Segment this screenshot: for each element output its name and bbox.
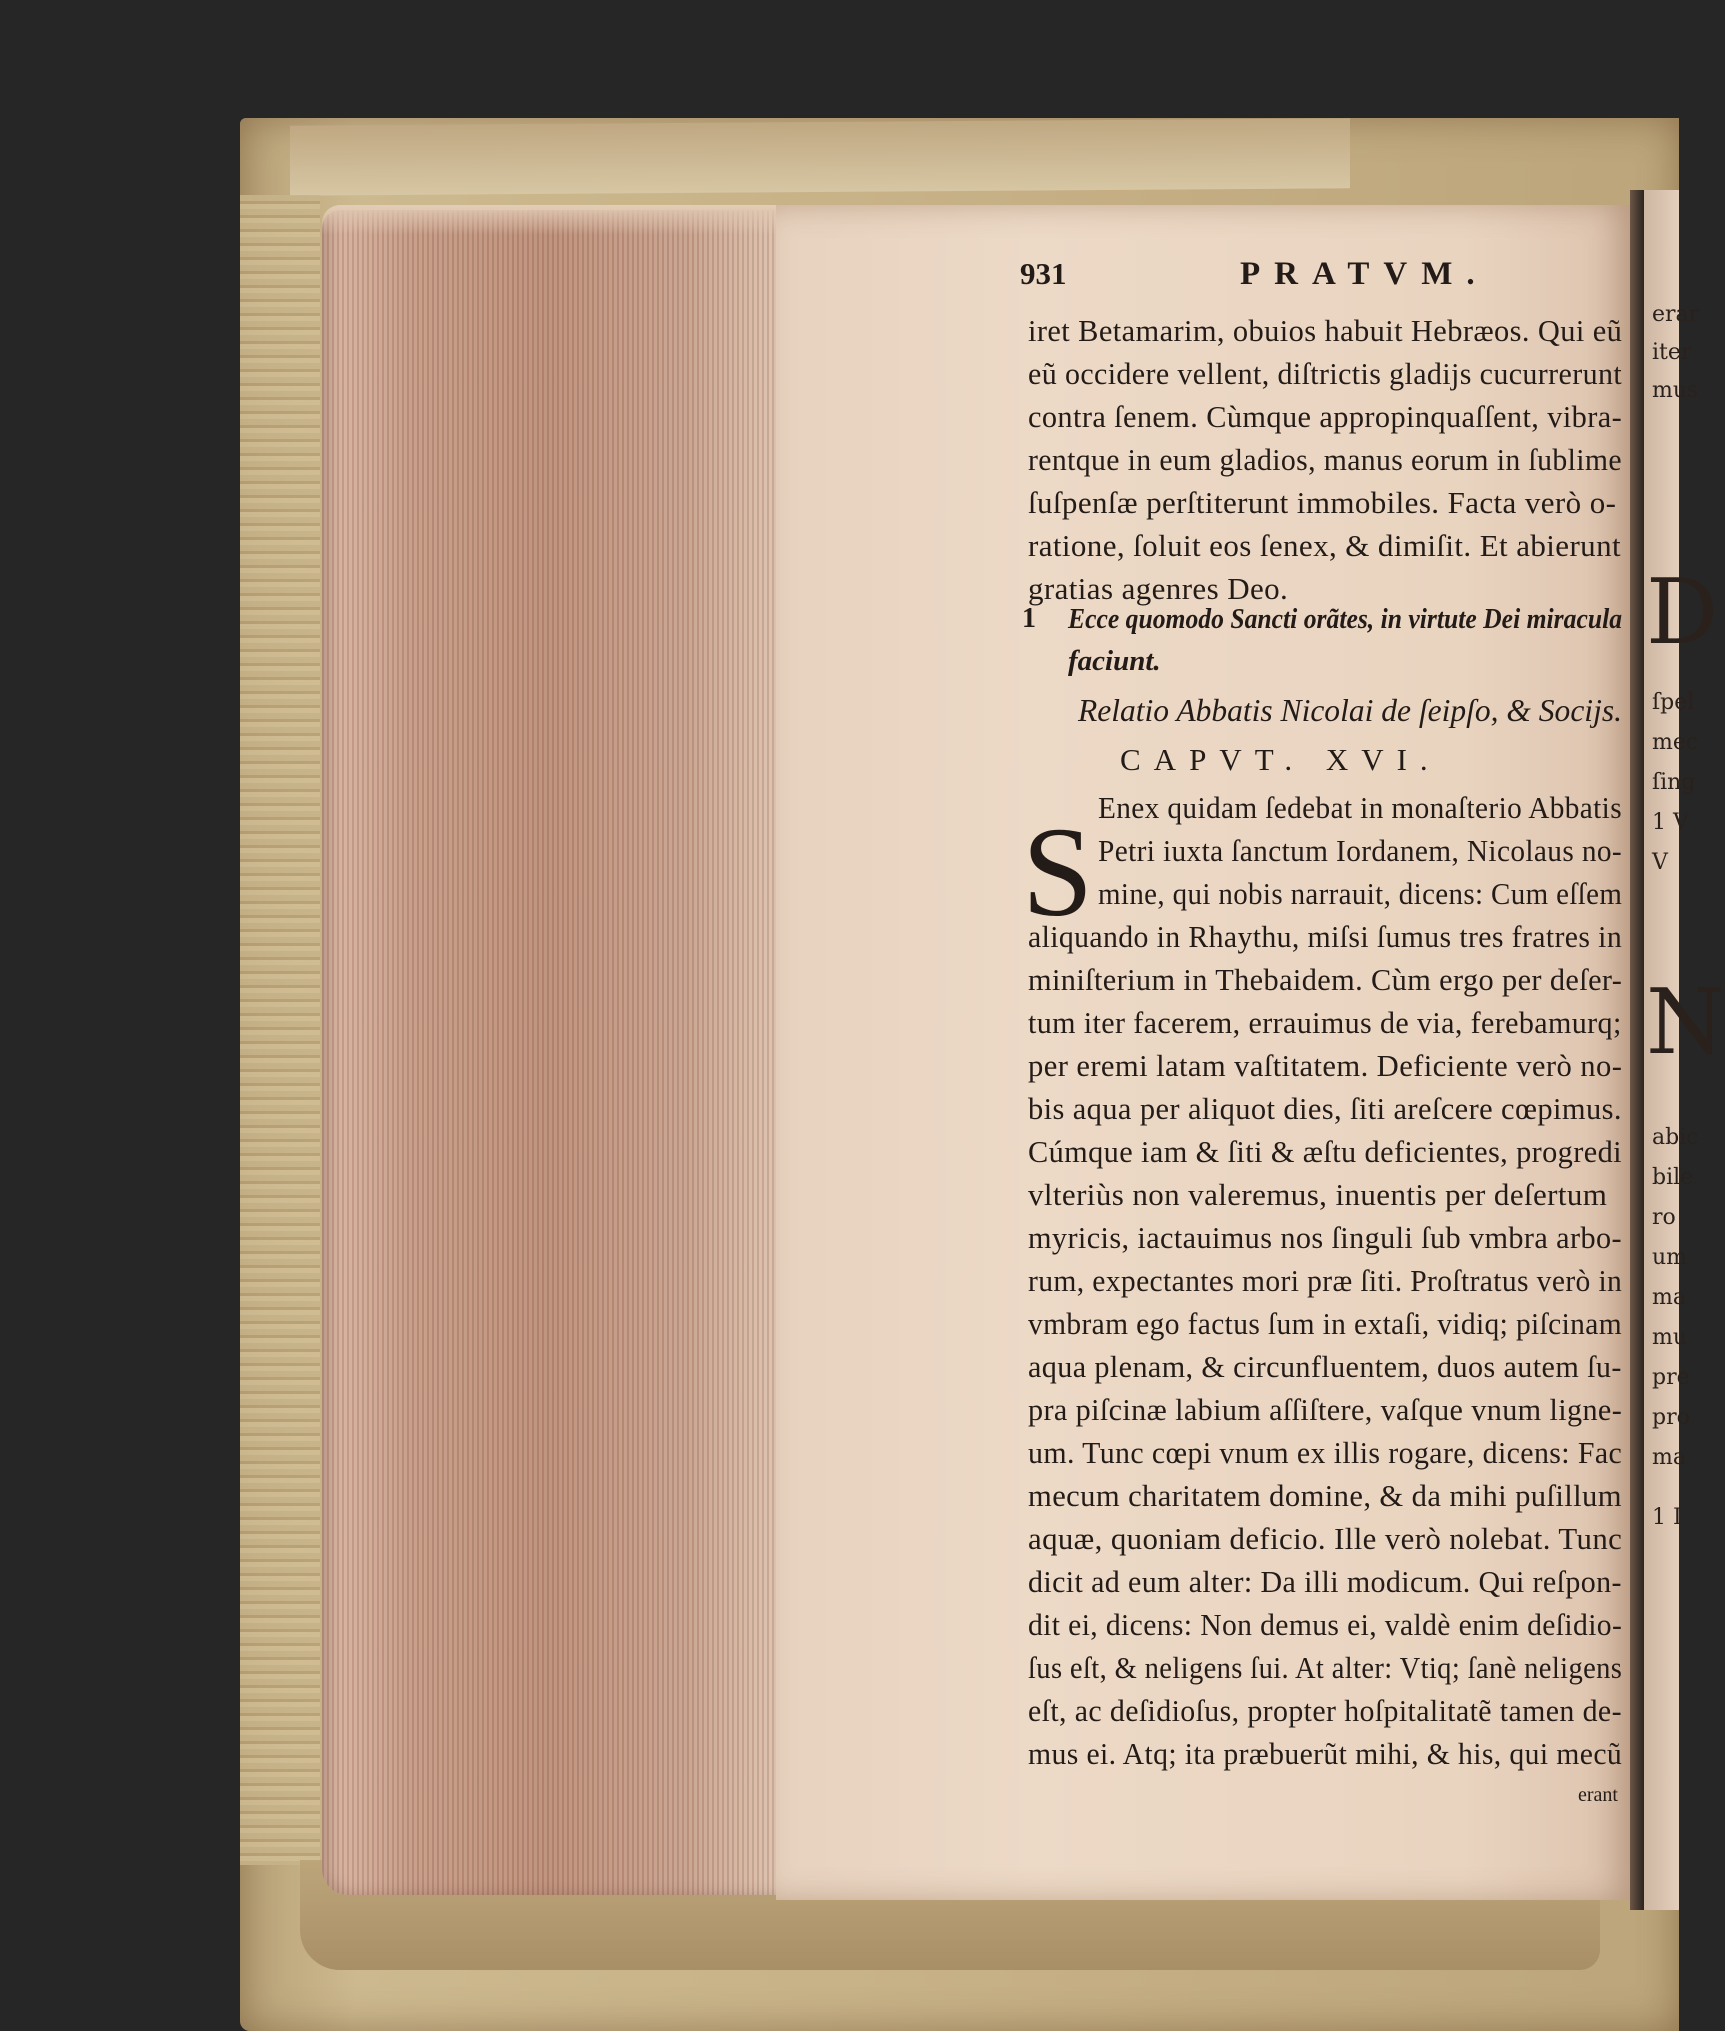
facing-line: erar (1652, 302, 1700, 327)
page-block-fore-edge (322, 210, 777, 1895)
text-line: dit ei, dicens: Non demus ei, valdè enim deſidio- (1028, 1607, 1623, 1642)
text-line: mus ei. Atq; ita præbuerũt mihi, & his, qui mecũ (1028, 1736, 1623, 1771)
facing-line: ma (1652, 1445, 1686, 1470)
text-line: per eremi latam vaſtitatem. Deficiente verò no- (1028, 1048, 1623, 1083)
facing-line: ma (1652, 1285, 1686, 1310)
text-line: ſus eſt, & neligens ſui. At alter: Vtiq; ſanè neligens (1028, 1650, 1623, 1685)
text-line: um. Tunc cœpi vnum ex illis rogare, dicens: Fac (1028, 1435, 1623, 1470)
facing-line: bile (1652, 1165, 1694, 1190)
facing-drop-cap: D (1646, 560, 1719, 665)
text-line: Cúmque iam & ſiti & æſtu deficientes, progredi (1028, 1134, 1622, 1169)
text-line: rum, expectantes mori præ ſiti. Proſtratus verò in (1028, 1263, 1623, 1298)
text-line: dicit ad eum alter: Da illi modicum. Qui reſpon- (1028, 1564, 1622, 1599)
marginal-note-number: 1 (1022, 603, 1036, 634)
text-line: aliquando in Rhaythu, miſsi ſumus tres fratres in (1028, 919, 1623, 954)
page-header (1020, 256, 1620, 296)
text-line: ratione, ſoluit eos ſenex, & dimiſit. Et abierunt (1028, 528, 1621, 563)
chapter-caption: Relatio Abbatis Nicolai de ſeipſo, & Socijs. (1078, 692, 1622, 728)
facing-line: mu (1652, 1325, 1688, 1350)
facing-line: mec (1652, 730, 1699, 755)
facing-line: iter (1652, 340, 1692, 365)
text-line: aqua plenam, & circunfluentem, duos autem ſu- (1028, 1349, 1622, 1384)
text-line: iret Betamarim, obuios habuit Hebræos. Qui eũ (1028, 313, 1623, 348)
chapter-heading: CAPVT. XVI. (1120, 742, 1441, 777)
note-line: faciunt. (1068, 645, 1161, 677)
facing-line: V (1652, 850, 1668, 875)
facing-line: pro (1652, 1405, 1690, 1430)
text-line: miniſterium in Thebaidem. Cùm ergo per deſer- (1028, 962, 1623, 997)
text-line: Enex quidam ſedebat in monaſterio Abbatis (1098, 790, 1622, 825)
note-line: Ecce quomodo Sancti orãtes, in virtute Dei miracula (1068, 603, 1623, 635)
text-line: gratias agenres Deo. (1028, 571, 1289, 606)
catchword: erant (1578, 1784, 1618, 1806)
text-line: mine, qui nobis narrauit, dicens: Cum eſſem (1098, 876, 1623, 911)
text-line: ſuſpenſæ perſtiterunt immobiles. Facta verò o- (1028, 485, 1617, 520)
text-line: aquæ, quoniam deficio. Ille verò nolebat. Tunc (1028, 1521, 1623, 1556)
text-line: vlteriùs non valeremus, inuentis per deſertum (1028, 1177, 1608, 1212)
facing-line: 1 I (1652, 1505, 1682, 1530)
facing-line: ſpel (1652, 690, 1695, 715)
cover-top-edge (290, 118, 1350, 195)
facing-line: abic (1652, 1125, 1699, 1150)
cover-left-edge (240, 195, 320, 1865)
running-title: PRATVM. (1240, 256, 1489, 292)
folio-number: 931 (1020, 256, 1067, 291)
facing-line: mus (1652, 378, 1699, 403)
drop-cap-initial: S (1022, 801, 1094, 943)
facing-line: 1 V (1652, 810, 1689, 835)
text-line: Petri iuxta ſanctum Iordanem, Nicolaus no- (1098, 833, 1623, 868)
text-line: mecum charitatem domine, & da mihi puſillum (1028, 1478, 1622, 1513)
text-line: bis aqua per aliquot dies, ſiti areſcere cœpimus. (1028, 1091, 1622, 1126)
facing-page-sliver (1644, 190, 1725, 1910)
text-line: eũ occidere vellent, diſtrictis gladijs cucurrerunt (1028, 356, 1623, 391)
facing-line: ſing (1652, 770, 1696, 795)
facing-line: pre (1652, 1365, 1690, 1390)
text-line: contra ſenem. Cùmque appropinquaſſent, vibra- (1028, 399, 1623, 434)
text-line: rentque in eum gladios, manus eorum in ſublime (1028, 442, 1622, 477)
text-line: pra piſcinæ labium aſſiſtere, vaſque vnum ligne- (1028, 1392, 1623, 1427)
facing-line: um (1652, 1245, 1688, 1270)
facing-line: ro (1652, 1205, 1676, 1230)
book-gutter (1630, 190, 1644, 1910)
text-line: vmbram ego factus ſum in extaſi, vidiq; piſcinam (1028, 1306, 1623, 1341)
text-line: myricis, iactauimus nos ſinguli ſub vmbra arbo- (1028, 1220, 1622, 1255)
text-line: tum iter facerem, errauimus de via, ferebamurq; (1028, 1005, 1622, 1040)
facing-drop-cap: N (1646, 970, 1725, 1075)
fore-edge-highlight (322, 205, 777, 235)
text-line: eſt, ac deſidioſus, propter hoſpitalitatẽ tamen de- (1028, 1693, 1622, 1728)
